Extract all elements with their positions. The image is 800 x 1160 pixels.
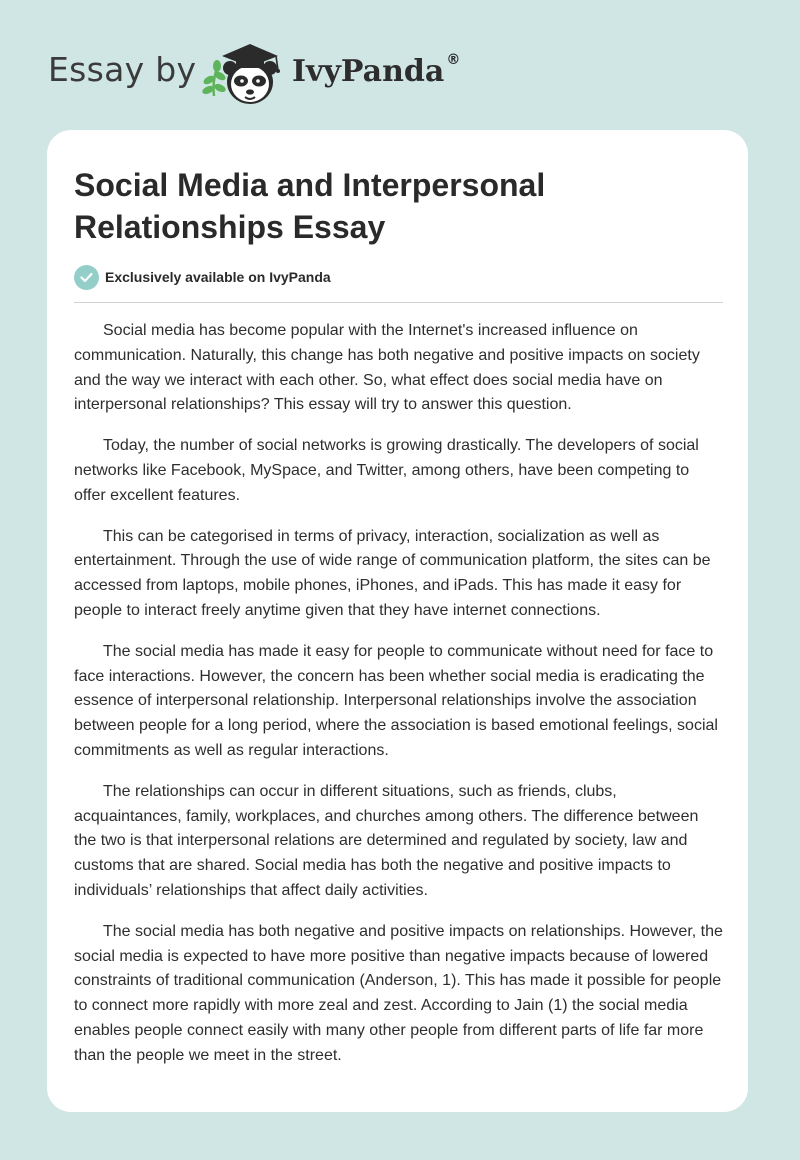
divider [74,302,723,303]
paragraph: The social media has both negative and positive impacts on relationships. However, the social media is expected to have more positive than negative impacts because of lowered constraints of traditional communication (Anderson, 1). This has made it possible for people to connect more rapidly with more zeal and zest. According to Jain (1) the social media enables people connect easily with many other people from different parts of life far more than the people we meet in the street. [74,922,723,1064]
paragraph: This can be categorised in terms of privacy, interaction, socialization as well as entertainment. Through the use of wide range of communication platform, the sites can be accessed from laptops, mobile phones, iPhones, and iPads. This has made it easy for people to interact freely anytime given that they have internet connections. [74,527,711,619]
essay-body [74,319,724,1085]
essay-title: Social Media and Interpersonal Relationships Essay [74,167,546,245]
panda-graduate-logo[interactable] [200,36,290,108]
brand-name[interactable]: IvyPanda ® [292,52,461,89]
paragraph: The social media has made it easy for people to communicate without need for face to face interactions. However, the concern has been whether social media is eradicating the essence of interpersonal relationship. Interpersonal relationships involve the association between people for a long period, where the association is based emotional feelings, social commitments as well as regular interactions. [74,642,718,759]
paragraph: Social media has become popular with the Internet's increased influence on communication. Naturally, this change has both negative and positive impacts on society and the way we interact with each other. So, what effect does social media have on interpersonal relationships? This essay will try to answer this question. [74,322,700,414]
check-icon [74,265,99,290]
essay-by-label: Essay by [48,50,197,89]
paragraph: Today, the number of social networks is growing drastically. The developers of social networks like Facebook, MySpace, and Twitter, among others, have been competing to offer excellent features. [74,437,699,504]
leaf-icon [201,60,227,96]
essay-card [47,130,748,1112]
site-header [0,0,800,120]
exclusive-badge [74,264,331,290]
registered-mark: ® [446,52,461,68]
paragraph: The relationships can occur in different situations, such as friends, clubs, acquaintances, family, workplaces, and churches among others. The difference between the two is that interpersonal relations are determined and regulated by society, law and customs that are shared. Social media has both the negative and positive impacts to individuals’ relationships that affect daily activities. [74,782,699,899]
exclusive-badge-label: Exclusively available on IvyPanda [105,269,331,285]
